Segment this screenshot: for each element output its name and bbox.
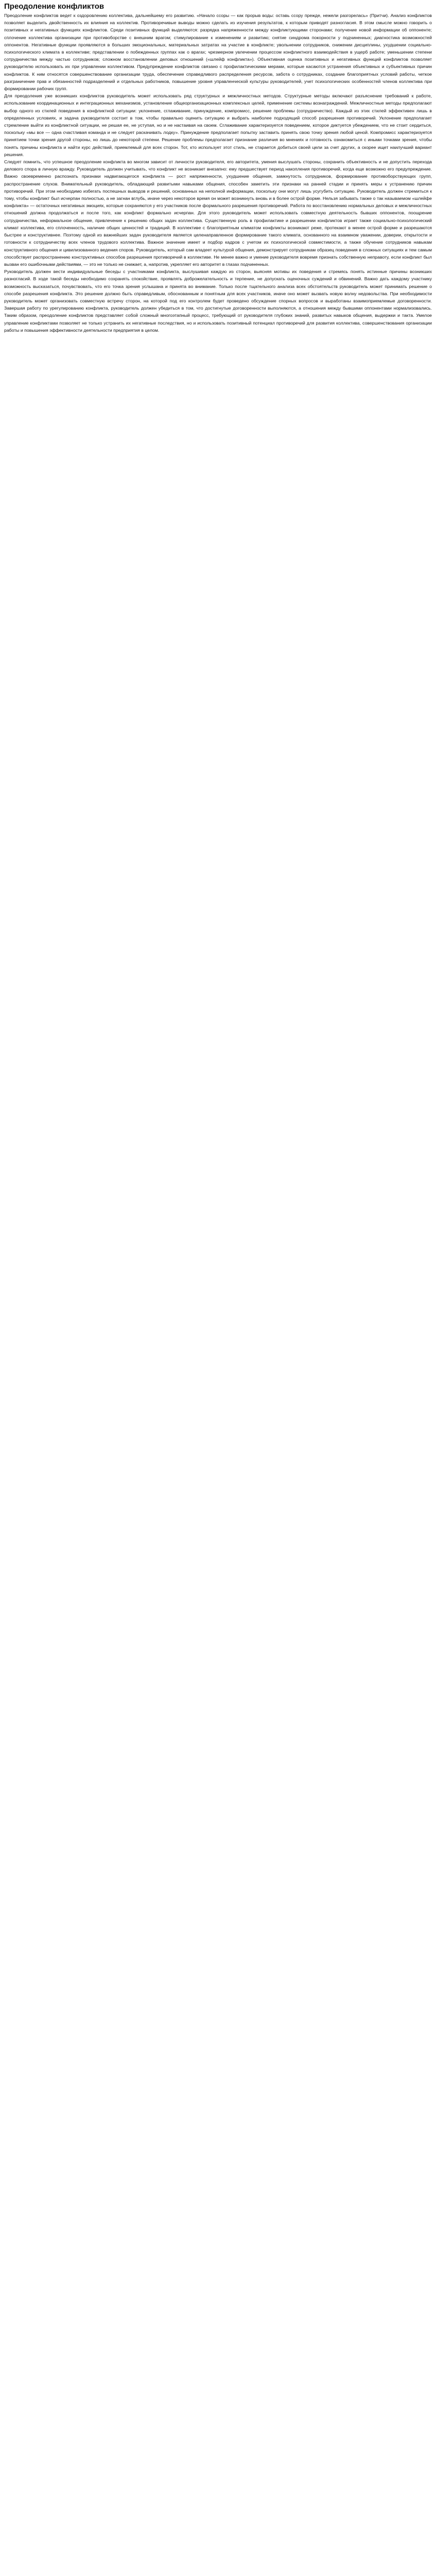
document-title: Преодоление конфликтов (4, 2, 104, 11)
body-paragraph: Для преодоления уже возникших конфликтов руководитель может использовать ряд структурных и межличностных методов. Структурные методы включают разъяснение требований к работе, использование координационных и интеграционных механизмов, установление общеорганизационных комплексных целей, применение системы вознаграждений. Межличностные методы предполагают выбор одного из стилей поведения в конфликтной ситуации: уклонение, сглаживание, принуждение, компромисс, решение проблемы (сотрудничество). Каждый из этих стилей эффективен лишь в определенных условиях, и задача руководителя состоит в том, чтобы правильно оценить ситуацию и выбрать наиболее подходящий способ разрешения противоречий. Уклонение предполагает стремление выйти из конфликтной ситуации, не решая ее, не уступая, но и не настаивая на своем. Сглаживание характеризуется поведением, которое диктуется убеждением, что не стоит сердиться, поскольку «мы все — одна счастливая команда и не следует раскачивать лодку». Принуждение предполагает попытку заставить принять свою точку зрения любой ценой. Компромисс характеризуется принятием точки зрения другой стороны, но лишь до некоторой степени. Решение проблемы предполагает признание различия во мнениях и готовность ознакомиться с иными точками зрения, чтобы понять причины конфликта и найти курс действий, приемлемый для всех сторон. Тот, кто использует этот стиль, не старается добиться своей цели за счет других, а скорее ищет наилучший вариант решения. (4, 93, 432, 157)
body-paragraph: Преодоление конфликтов ведет к оздоровлению коллектива, дальнейшему его развитию. «Начало ссоры — как прорыв воды: оставь ссору прежде, нежели разгорелась» (Притчи). Анализ конфликтов позволяет выделить двойственность их влияния на коллектив. Противоречивые выводы можно сделать из изучения результатов, к которым приводят разногласия. В этом смысле можно говорить о позитивных и негативных функциях конфликтов. Среди позитивных функций выделяются: разрядка напряженности между конфликтующими сторонами; получение новой информации об оппоненте; сплочение коллектива организации при противоборстве с внешним врагом; стимулирование к изменениям и развитию; снятие синдрома покорности у подчиненных; диагностика возможностей оппонентов. Негативные функции проявляются в больших эмоциональных, материальных затратах на участие в конфликте; увольнении сотрудников, снижении дисциплины, ухудшении социально-психологического климата в коллективе; представлении о побежденных группах как о врагах; чрезмерном увлечении процессом конфликтного взаимодействия в ущерб работе; уменьшении степени сотрудничества между частью сотрудников; сложном восстановлении деловых отношений («шлейф конфликта»). Объективная оценка позитивных и негативных функций конфликтов позволяет руководителю использовать их при управлении коллективом. Предупреждение конфликтов связано с профилактическими мерами, которые касаются устранения объективных и субъективных причин конфликтов. К ним относятся совершенствование организации труда, обеспечение справедливого распределения ресурсов, забота о сотрудниках, создание благоприятных условий работы, четкое разграничение прав и обязанностей подразделений и отдельных работников, повышение уровня управленческой культуры руководителей, учет психологических особенностей членов коллектива при формировании рабочих групп. (4, 13, 432, 92)
body-paragraph: Следует помнить, что успешное преодоление конфликта во многом зависит от личности руководителя, его авторитета, умения выслушать стороны, сохранить объективность и не допустить перехода делового спора в личную вражду. Руководитель должен учитывать, что конфликт не возникает внезапно: ему предшествует период накопления противоречий, когда еще возможно его предупреждение. Важно своевременно распознать признаки надвигающегося конфликта — рост напряженности, ухудшение общения, замкнутость сотрудников, формирование противоборствующих групп, распространение слухов. Внимательный руководитель, обладающий развитыми навыками общения, способен заметить эти признаки на ранней стадии и принять меры к устранению причин противоречий. При этом необходимо избегать поспешных выводов и решений, основанных на неполной информации, поскольку они могут лишь усугубить ситуацию. Руководитель должен стремиться к тому, чтобы конфликт был исчерпан полностью, а не загнан вглубь, иначе через некоторое время он может возникнуть вновь и в более острой форме. Нельзя забывать также о так называемом «шлейфе конфликта» — остаточных негативных эмоциях, которые сохраняются у его участников после формального разрешения противоречий. Работа по восстановлению нормальных деловых и межличностных отношений должна продолжаться и после того, как конфликт формально исчерпан. Для этого руководитель может использовать совместную деятельность бывших оппонентов, поощрение сотрудничества, неформальное общение, привлечение к решению общих задач коллектива. Существенную роль в профилактике и разрешении конфликтов играет также социально-психологический климат коллектива, его сплоченность, наличие общих ценностей и традиций. В коллективе с благоприятным климатом конфликты возникают реже, протекают в менее острой форме и разрешаются быстрее и конструктивнее. Поэтому одной из важнейших задач руководителя является целенаправленное формирование такого климата, основанного на взаимном уважении, доверии, открытости и готовности к сотрудничеству всех членов трудового коллектива. Важное значение имеет и подбор кадров с учетом их психологической совместимости, а также обучение сотрудников навыкам конструктивного общения и цивилизованного ведения споров. Руководитель, который сам владеет культурой общения, демонстрирует сотрудникам образец поведения в сложных ситуациях и тем самым способствует распространению конструктивных способов разрешения противоречий в коллективе. Не менее важно и умение руководителя вовремя признать собственную неправоту, если конфликт был вызван его ошибочными действиями, — это не только не снижает, а, напротив, укрепляет его авторитет в глазах подчиненных. (4, 159, 432, 267)
body-paragraph: Руководитель должен вести индивидуальные беседы с участниками конфликта, выслушивая каждую из сторон, выясняя мотивы их поведения и стремясь понять истинные причины возникших разногласий. В ходе такой беседы необходимо сохранять спокойствие, проявлять доброжелательность и терпение, не допускать оценочных суждений и обвинений. Важно дать каждому участнику возможность высказаться, почувствовать, что его точка зрения услышана и принята во внимание. Только после тщательного анализа всех обстоятельств руководитель может принимать решение о способе разрешения конфликта. Это решение должно быть справедливым, обоснованным и понятным для всех участников, иначе оно может вызвать новую волну недовольства. При необходимости руководитель может организовать совместную встречу сторон, на которой под его контролем будет проведено обсуждение спорных вопросов и выработаны взаимоприемлемые договоренности. Завершая работу по урегулированию конфликта, руководитель должен убедиться в том, что достигнутые договоренности выполняются, а отношения между бывшими оппонентами нормализовались. Таким образом, преодоление конфликтов представляет собой сложный многоэтапный процесс, требующий от руководителя глубоких знаний, развитых навыков общения, выдержки и такта. Умелое управление конфликтами позволяет не только устранить их негативные последствия, но и использовать позитивный потенциал противоречий для развития коллектива, совершенствования организации работы и повышения эффективности деятельности предприятия в целом. (4, 269, 432, 333)
document-body (4, 12, 432, 334)
